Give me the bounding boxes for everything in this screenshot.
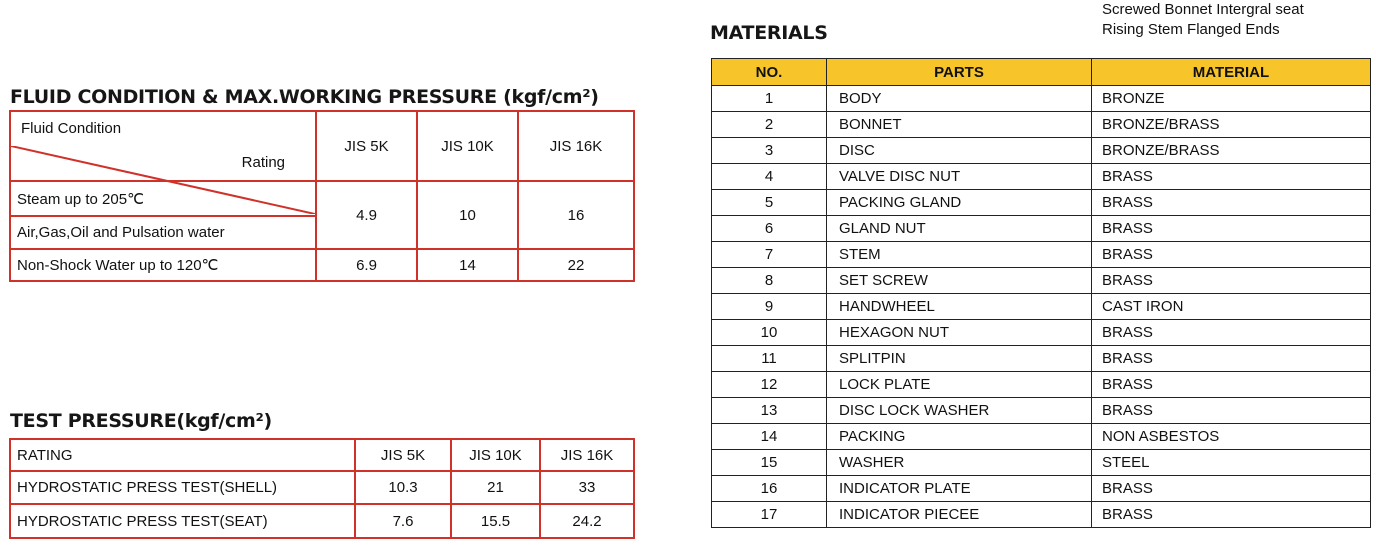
fluid-col-header: JIS 10K <box>417 111 518 181</box>
part-material: BRASS <box>1092 476 1371 502</box>
part-number: 14 <box>712 424 827 450</box>
part-material: STEEL <box>1092 450 1371 476</box>
part-material: NON ASBESTOS <box>1092 424 1371 450</box>
part-material: CAST IRON <box>1092 294 1371 320</box>
part-material: BRASS <box>1092 216 1371 242</box>
part-material: BRASS <box>1092 268 1371 294</box>
test-value: 21 <box>451 471 540 504</box>
table-row <box>712 502 1371 528</box>
part-name: GLAND NUT <box>827 216 1092 242</box>
table-row <box>712 112 1371 138</box>
part-name: HEXAGON NUT <box>827 320 1092 346</box>
part-name: WASHER <box>827 450 1092 476</box>
fluid-value: 22 <box>518 249 634 281</box>
part-name: SET SCREW <box>827 268 1092 294</box>
table-row <box>712 450 1371 476</box>
part-name: BODY <box>827 86 1092 112</box>
header-rating-label: Rating <box>241 154 285 171</box>
valve-description-note <box>1102 0 1304 40</box>
table-row <box>712 216 1371 242</box>
part-material: BRASS <box>1092 398 1371 424</box>
fluid-condition-title: FLUID CONDITION & MAX.WORKING PRESSURE (kgf/cm²) <box>10 86 599 108</box>
table-row <box>712 320 1371 346</box>
part-number: 2 <box>712 112 827 138</box>
part-material: BRONZE/BRASS <box>1092 138 1371 164</box>
part-name: BONNET <box>827 112 1092 138</box>
fluid-value: 4.9 <box>316 181 417 249</box>
part-material: BRASS <box>1092 346 1371 372</box>
table-row <box>10 471 634 504</box>
fluid-row-label: Steam up to 205℃ <box>10 181 316 216</box>
part-number: 11 <box>712 346 827 372</box>
test-value: 10.3 <box>355 471 451 504</box>
materials-body <box>712 86 1371 528</box>
fluid-row-label: Non-Shock Water up to 120℃ <box>10 249 316 281</box>
part-name: INDICATOR PLATE <box>827 476 1092 502</box>
test-header-row <box>10 439 634 471</box>
test-header-cell: RATING <box>10 439 355 471</box>
note-line: Rising Stem Flanged Ends <box>1102 21 1280 38</box>
table-row <box>712 476 1371 502</box>
part-material: BRASS <box>1092 242 1371 268</box>
test-label: HYDROSTATIC PRESS TEST(SHELL) <box>10 471 355 504</box>
table-row <box>712 190 1371 216</box>
table-row <box>712 242 1371 268</box>
part-name: DISC <box>827 138 1092 164</box>
part-number: 13 <box>712 398 827 424</box>
fluid-value: 6.9 <box>316 249 417 281</box>
part-name: LOCK PLATE <box>827 372 1092 398</box>
note-line: Screwed Bonnet Intergral seat <box>1102 1 1304 18</box>
table-row <box>712 372 1371 398</box>
part-number: 9 <box>712 294 827 320</box>
materials-header-row <box>712 59 1371 86</box>
part-name: STEM <box>827 242 1092 268</box>
test-header-cell: JIS 5K <box>355 439 451 471</box>
table-row <box>712 138 1371 164</box>
table-row <box>10 249 634 281</box>
part-number: 8 <box>712 268 827 294</box>
part-name: PACKING GLAND <box>827 190 1092 216</box>
table-row <box>712 346 1371 372</box>
materials-header-cell: MATERIAL <box>1092 59 1371 86</box>
fluid-col-header: JIS 5K <box>316 111 417 181</box>
test-value: 33 <box>540 471 634 504</box>
part-number: 12 <box>712 372 827 398</box>
part-number: 3 <box>712 138 827 164</box>
part-material: BRONZE/BRASS <box>1092 112 1371 138</box>
test-header-cell: JIS 16K <box>540 439 634 471</box>
part-number: 4 <box>712 164 827 190</box>
test-pressure-title: TEST PRESSURE(kgf/cm²) <box>10 410 272 432</box>
diagonal-header-cell <box>10 111 316 181</box>
materials-table <box>711 58 1371 528</box>
table-row <box>712 424 1371 450</box>
part-material: BRASS <box>1092 190 1371 216</box>
part-name: DISC LOCK WASHER <box>827 398 1092 424</box>
fluid-condition-table <box>9 110 635 282</box>
fluid-col-header: JIS 16K <box>518 111 634 181</box>
fluid-value: 16 <box>518 181 634 249</box>
test-pressure-table <box>9 438 635 539</box>
part-material: BRASS <box>1092 502 1371 528</box>
part-number: 16 <box>712 476 827 502</box>
part-number: 6 <box>712 216 827 242</box>
fluid-header-row <box>10 111 634 181</box>
part-material: BRASS <box>1092 164 1371 190</box>
materials-header-cell: NO. <box>712 59 827 86</box>
part-number: 1 <box>712 86 827 112</box>
materials-header-cell: PARTS <box>827 59 1092 86</box>
test-value: 15.5 <box>451 504 540 538</box>
test-header-cell: JIS 10K <box>451 439 540 471</box>
part-name: HANDWHEEL <box>827 294 1092 320</box>
part-material: BRASS <box>1092 372 1371 398</box>
part-material: BRONZE <box>1092 86 1371 112</box>
part-number: 7 <box>712 242 827 268</box>
table-row <box>712 268 1371 294</box>
fluid-row-label: Air,Gas,Oil and Pulsation water <box>10 216 316 249</box>
table-row <box>712 164 1371 190</box>
table-row <box>712 294 1371 320</box>
part-number: 15 <box>712 450 827 476</box>
table-row <box>10 504 634 538</box>
materials-title: MATERIALS <box>710 22 828 44</box>
part-number: 17 <box>712 502 827 528</box>
test-label: HYDROSTATIC PRESS TEST(SEAT) <box>10 504 355 538</box>
table-row <box>712 86 1371 112</box>
part-name: PACKING <box>827 424 1092 450</box>
part-number: 5 <box>712 190 827 216</box>
table-row <box>712 398 1371 424</box>
part-name: SPLITPIN <box>827 346 1092 372</box>
part-name: INDICATOR PIECEE <box>827 502 1092 528</box>
part-number: 10 <box>712 320 827 346</box>
test-value: 24.2 <box>540 504 634 538</box>
test-value: 7.6 <box>355 504 451 538</box>
fluid-value: 10 <box>417 181 518 249</box>
part-name: VALVE DISC NUT <box>827 164 1092 190</box>
fluid-value: 14 <box>417 249 518 281</box>
header-fluid-label: Fluid Condition <box>21 120 122 137</box>
part-material: BRASS <box>1092 320 1371 346</box>
